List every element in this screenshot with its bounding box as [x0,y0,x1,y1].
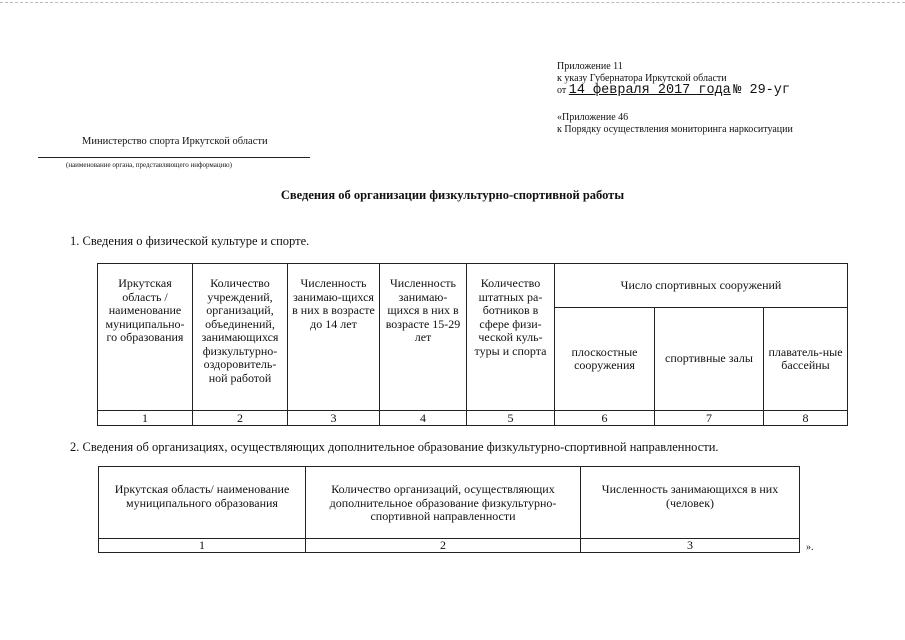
annex-11-date-prefix: от [557,85,567,96]
col-institutions-count: Количество учреждений, организаций, объединений, занимающихся физкультурно-оздоровитель-ной работой [193,264,288,411]
section-1-heading: 1. Сведения о физической культуре и спорте. [70,234,310,248]
document-title: Сведения об организации физкультурно-спортивной работы [280,188,625,202]
col-participants-15-29: Численность занимаю-щихся в них в возрасте 15-29 лет [380,264,467,411]
col-municipality: Иркутская область/ наименование муниципального образования [99,467,306,539]
col-number: 1 [99,539,306,553]
col-sports-halls: спортивные залы [655,308,764,411]
annex-46-block [557,112,793,136]
col-organizations-count: Количество организаций, осуществляющих дополнительное образование физкультурно-спортивной направленности [306,467,581,539]
annex-11-decree: к указу Губернатора Иркутской области [557,73,727,84]
col-number: 2 [306,539,581,553]
col-number: 6 [555,411,655,426]
annex-11-number: № 29-уг [733,83,790,98]
col-participants-count: Численность занимающихся в них (человек) [581,467,800,539]
section-2-heading: 2. Сведения об организациях, осуществляющих дополнительное образование физкультурно-спортивной направленности. [70,440,719,454]
additional-education-table [98,466,800,553]
col-swimming-pools: плаватель-ные бассейны [764,308,848,411]
col-participants-under-14: Численность занимаю-щихся в них в возрасте до 14 лет [288,264,380,411]
col-group-sports-facilities: Число спортивных сооружений [555,264,848,308]
annex-46-subtitle: к Порядку осуществления мониторинга наркоситуации [557,124,793,135]
col-number: 8 [764,411,848,426]
annex-11-title: Приложение 11 [557,61,623,72]
col-number: 7 [655,411,764,426]
annex-11-block [557,61,790,97]
sports-culture-table [97,263,848,426]
organization-underline [38,157,310,158]
col-number: 4 [380,411,467,426]
col-number: 1 [98,411,193,426]
col-staff-count: Количество штатных ра-ботников в сфере физи-ческой куль-туры и спорта [467,264,555,411]
col-municipality: Иркутская область /наименование муниципально-го образования [98,264,193,411]
organization-name: Министерство спорта Иркутской области [82,136,268,147]
col-number: 2 [193,411,288,426]
annex-11-date-line [557,85,790,97]
col-number: 3 [288,411,380,426]
annex-46-title: «Приложение 46 [557,112,629,123]
scan-top-edge [0,2,905,3]
col-number: 3 [581,539,800,553]
organization-hint: (наименование органа, представляющего информацию) [66,161,232,169]
col-outdoor-facilities: плоскостные сооружения [555,308,655,411]
closing-quote: ». [806,542,814,553]
col-number: 5 [467,411,555,426]
annex-11-date: 14 февраля 2017 года [568,83,731,98]
